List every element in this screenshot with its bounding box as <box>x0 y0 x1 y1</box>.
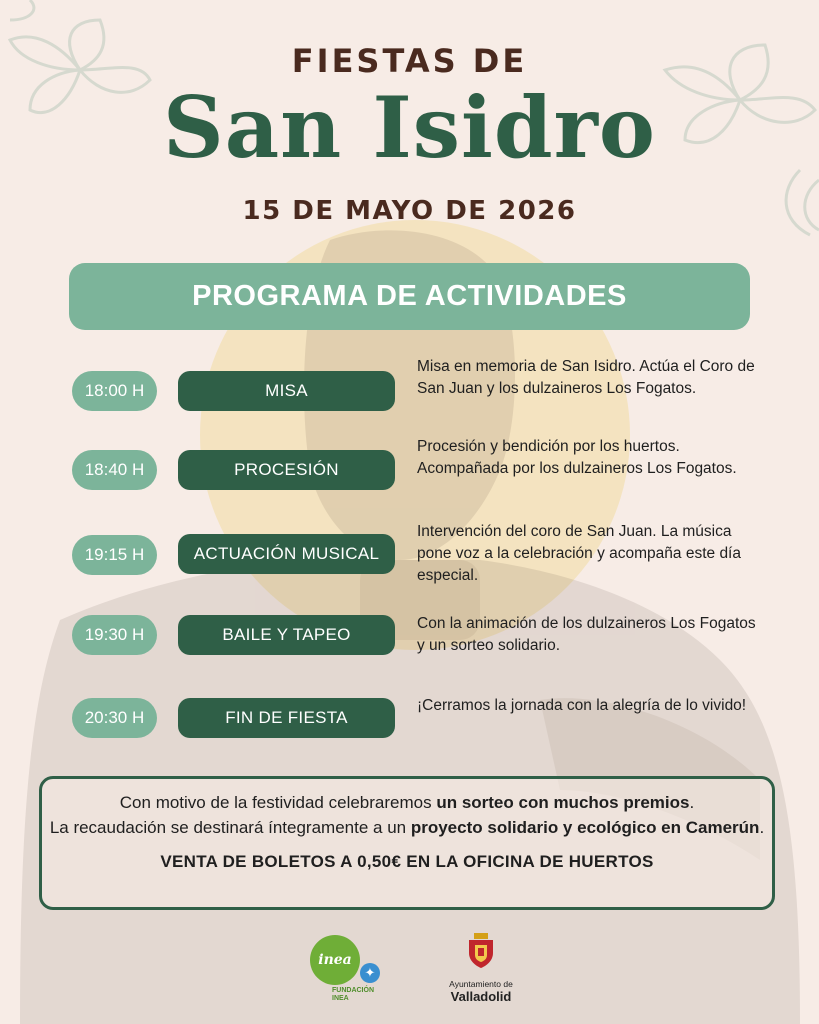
raffle-text: Con motivo de la festividad celebraremos <box>119 793 437 812</box>
inea-logo-mark: inea <box>310 935 360 985</box>
raffle-paragraph <box>42 790 772 815</box>
valladolid-caption-main: Valladolid <box>450 989 512 1004</box>
activity-label: ACTUACIÓN MUSICAL <box>178 534 395 574</box>
ticket-sale-notice: VENTA DE BOLETOS A 0,50€ EN LA OFICINA DE HUERTOS <box>160 852 654 871</box>
coat-of-arms-icon <box>466 933 496 969</box>
project-paragraph <box>42 815 772 840</box>
project-text: La recaudación se destinará íntegramente a un <box>49 818 411 837</box>
project-text: . <box>759 818 765 837</box>
activity-label: FIN DE FIESTA <box>178 698 395 738</box>
valladolid-caption-top: Ayuntamiento de <box>449 979 513 989</box>
activity-description: Intervención del coro de San Juan. La música pone voz a la celebración y acompaña este día especial. <box>417 523 741 584</box>
activity-label: PROCESIÓN <box>178 450 395 490</box>
program-heading: PROGRAMA DE ACTIVIDADES <box>69 263 750 330</box>
time-badge: 19:15 H <box>72 535 157 575</box>
time-badge: 20:30 H <box>72 698 157 738</box>
time-badge: 19:30 H <box>72 615 157 655</box>
person-icon: ✦ <box>360 963 380 983</box>
activity-label: MISA <box>178 371 395 411</box>
activity-description: Con la animación de los dulzaineros Los Fogatos y un sorteo solidario. <box>417 615 756 654</box>
inea-caption-line: FUNDACIÓN <box>332 987 374 994</box>
valladolid-city-logo <box>440 933 522 1008</box>
inea-foundation-logo <box>310 935 390 1005</box>
raffle-text: . <box>689 793 695 812</box>
raffle-info-box <box>39 776 775 910</box>
activity-description: Procesión y bendición por los huertos. Acompañada por los dulzaineros Los Fogatos. <box>417 438 737 477</box>
inea-logo-caption <box>332 987 392 1003</box>
raffle-text-bold: un sorteo con muchos premios <box>436 793 690 812</box>
time-badge: 18:00 H <box>72 371 157 411</box>
project-text-bold: proyecto solidario y ecológico en Camerún <box>410 818 760 837</box>
activity-description: Misa en memoria de San Isidro. Actúa el Coro de San Juan y los dulzaineros Los Fogatos. <box>417 358 755 397</box>
page-title: San Isidro <box>163 78 656 177</box>
header-line1: FIESTAS DE <box>291 42 528 80</box>
activity-label: BAILE Y TAPEO <box>178 615 395 655</box>
time-badge: 18:40 H <box>72 450 157 490</box>
event-date: 15 DE MAYO DE 2026 <box>242 196 577 226</box>
inea-caption-line: INEA <box>332 995 349 1002</box>
activity-description: ¡Cerramos la jornada con la alegría de lo vivido! <box>417 697 747 714</box>
